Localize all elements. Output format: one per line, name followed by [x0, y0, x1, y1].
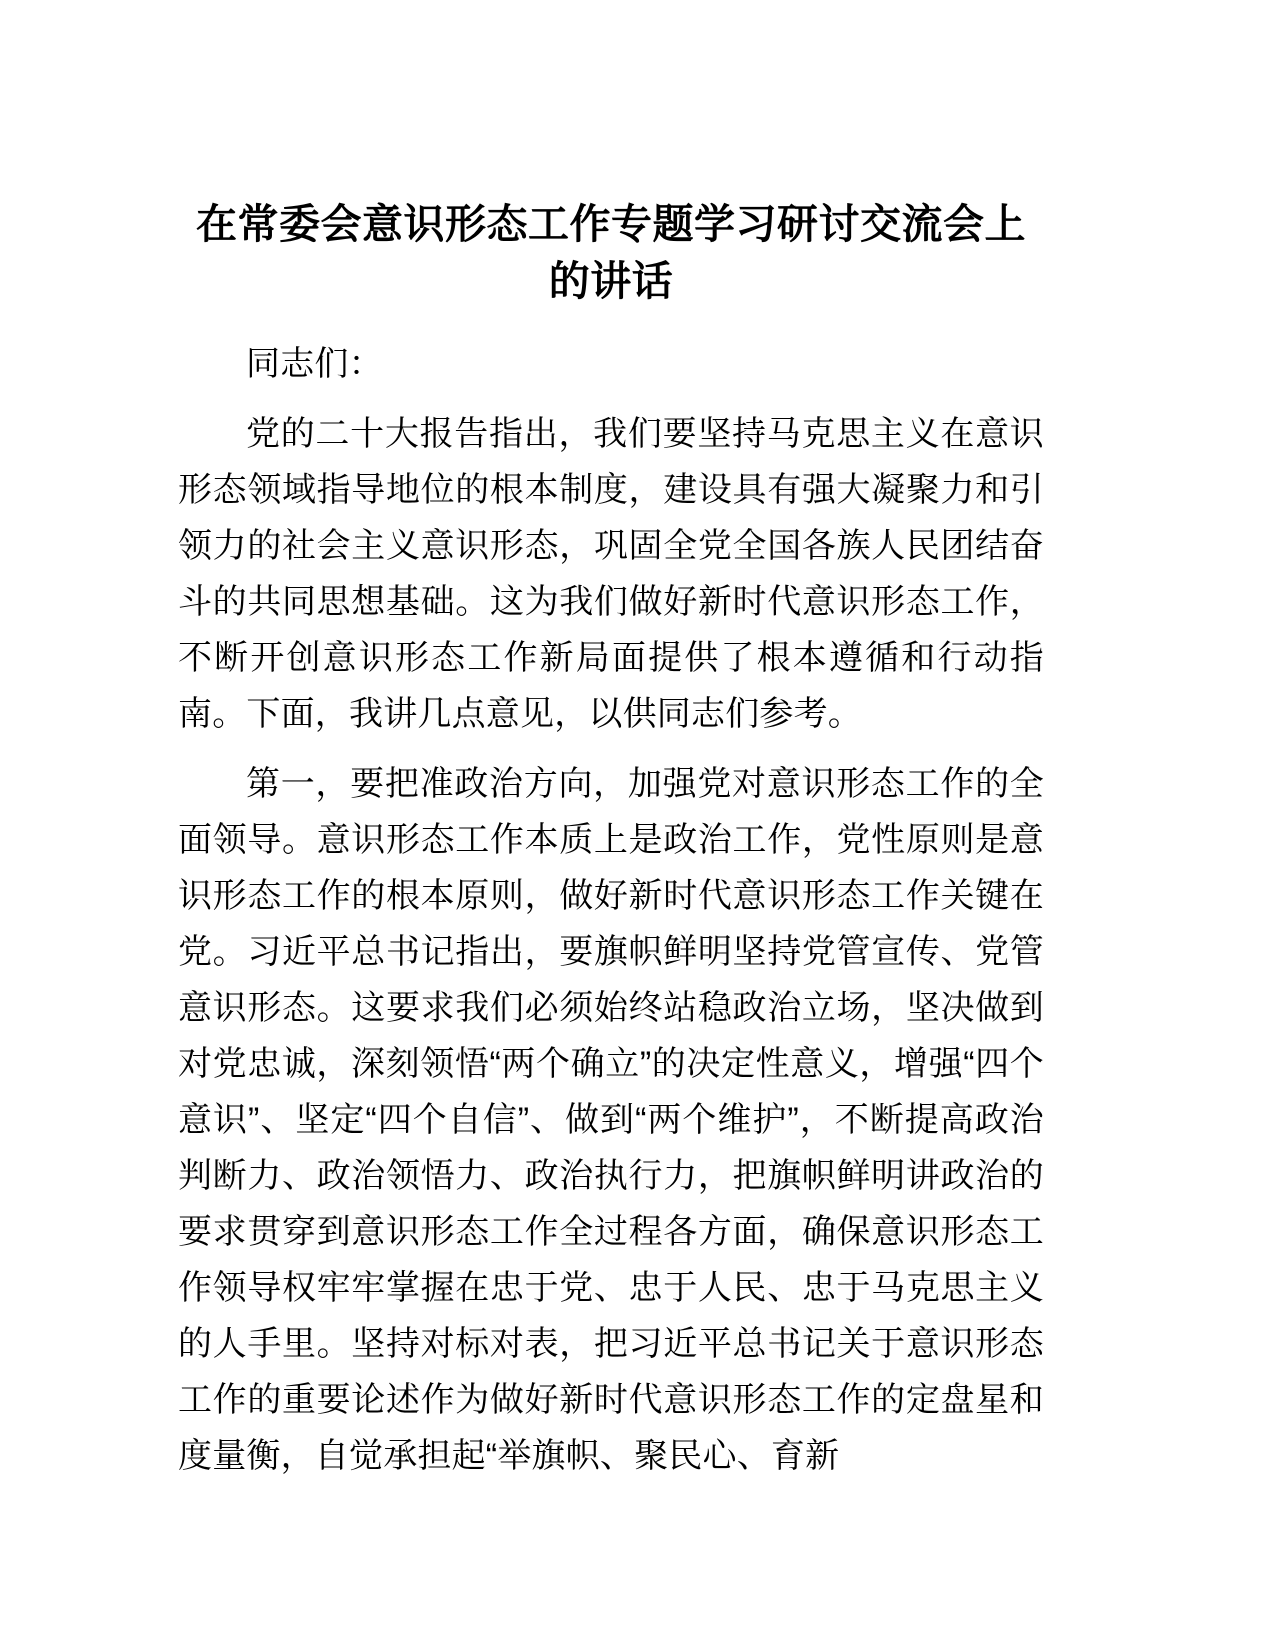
document-title-line-2: 的讲话 [548, 258, 674, 304]
body-paragraph-1: 党的二十大报告指出，我们要坚持马克思主义在意识形态领域指导地位的根本制度，建设具有强大凝聚力和引领力的社会主义意识形态，巩固全党全国各族人民团结奋斗的共同思想基础。这为我们做好新时代意识形态工作，不断开创意识形态工作新局面提供了根本遵循和行动指南。下面，我讲几点意见，以供同志们参考。 [178, 415, 1044, 733]
document-content [178, 196, 1044, 1484]
document-title [178, 196, 1044, 310]
document-title-line-1: 在常委会意识形态工作专题学习研讨交流会上 [196, 201, 1026, 247]
salutation: 同志们： [246, 345, 383, 383]
body-paragraph-2: 第一，要把准政治方向，加强党对意识形态工作的全面领导。意识形态工作本质上是政治工作，党性原则是意识形态工作的根本原则，做好新时代意识形态工作关键在党。习近平总书记指出，要旗帜鲜明坚持党管宣传、党管意识形态。这要求我们必须始终站稳政治立场，坚决做到对党忠诚，深刻领悟“两个确立”的决定性意义，增强“四个意识”、坚定“四个自信”、做到“两个维护”，不断提高政治判断力、政治领悟力、政治执行力，把旗帜鲜明讲政治的要求贯穿到意识形态工作全过程各方面，确保意识形态工作领导权牢牢掌握在忠于党、忠于人民、忠于马克思主义的人手里。坚持对标对表，把习近平总书记关于意识形态工作的重要论述作为做好新时代意识形态工作的定盘星和度量衡，自觉承担起“举旗帜、聚民心、育新 [178, 765, 1044, 1475]
